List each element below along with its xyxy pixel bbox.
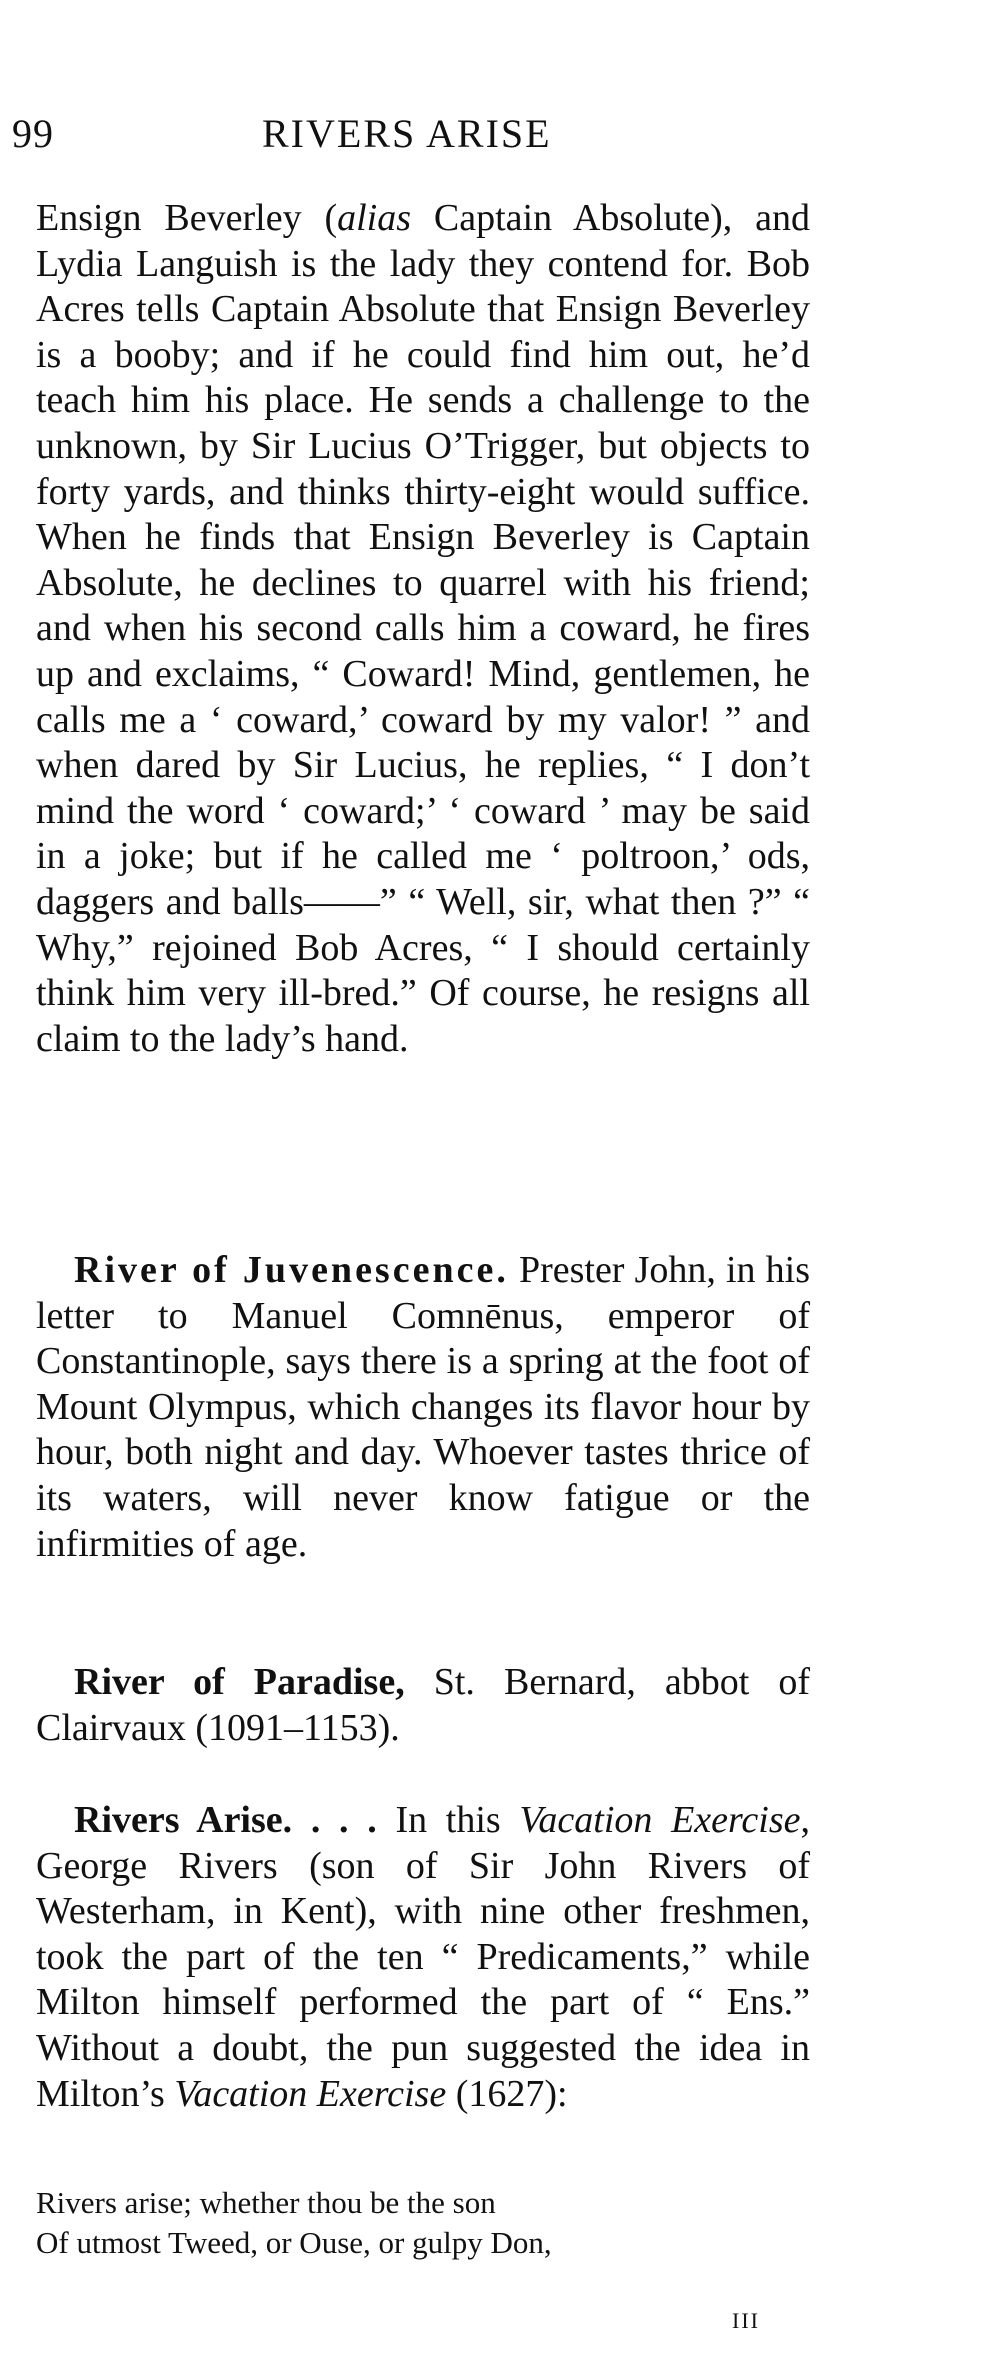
entry-headword: River of Juvenescence. (74, 1249, 509, 1291)
entry-italic-text: Vacation Exercise (174, 2072, 447, 2115)
entry-paragraph (36, 1798, 810, 2117)
entry-river-of-paradise (36, 1660, 810, 1751)
entry-headword: Rivers Arise. . . . (74, 1799, 377, 1841)
entry-paragraph (36, 196, 810, 1062)
entry-text: St. Bernard, abbot of Clairvaux (1091–1153). (36, 1661, 811, 1749)
entry-italic-text: alias (337, 197, 412, 239)
page-header (0, 104, 1000, 164)
verse-line: Of utmost Tweed, or Ouse, or gulpy Don, (36, 2225, 552, 2260)
entry-rivers-arise (36, 1798, 810, 2117)
entry-headword: River of Paradise, (74, 1661, 405, 1703)
entry-text: Captain Absolute), and Lydia Languish is the lady they contend for. Bob Acres tells Captain Absolute that Ensign Beverley is a booby; and if he could find him out, he’d teach him his place. He sends a challenge to the unknown, by Sir Lucius O’Trigger, but objects to forty yards, and thinks thirty-eight would suffice. When he finds that Ensign Beverley is Captain Absolute, he declines to quarrel with his friend; and when his second calls him a coward, he fires up and exclaims, “ Coward! Mind, gentlemen, he calls me a ‘ coward,’ coward by my valor! ” and when dared by Sir Lucius, he replies, “ I don’t mind the word ‘ coward;’ ‘ coward ’ may be said in a joke; but if he called me ‘ poltroon,’ ods, daggers and balls——” “ Well, sir, what then ?” “ Why,” rejoined Bob Acres, “ I should certainly think him very ill-bred.” Of course, he resigns all claim to the lady’s hand. (36, 197, 810, 1060)
entry-italic-text: Vacation Exercise (519, 1799, 801, 1841)
entry-text: Prester John, in his letter to Manuel Comnēnus, emperor of Constantinople, says there is a spring at the foot of Mount Olympus, which changes its flavor hour by hour, both night and day. Whoever tastes thrice of its waters, will never know fatigue or the infirmities of age. (36, 1249, 810, 1565)
page-number: 99 (12, 111, 54, 156)
entry-text: (1627): (446, 2072, 568, 2115)
verse-quotation (36, 2183, 796, 2263)
entry-text: , George Rivers (son of Sir John Rivers of Westerham, in Kent), with nine other freshmen, took the part of the ten “ Predicaments,” while Milton himself performed the part of “ Ens.” Without a doubt, the pun suggested the idea in Milton’s (36, 1799, 810, 2115)
entry-paragraph (36, 1248, 810, 1567)
signature-mark: III (732, 2308, 760, 2333)
entry-paragraph (36, 1660, 810, 1751)
entry-text: In this (376, 1799, 520, 1841)
entry-river-of-juvenescence (36, 1248, 810, 1567)
entry-bob-acres-continuation (36, 196, 810, 1062)
verse-line: Rivers arise; whether thou be the son (36, 2185, 496, 2220)
running-head: RIVERS ARISE (262, 111, 552, 156)
entry-text: Ensign Beverley ( (36, 197, 338, 239)
